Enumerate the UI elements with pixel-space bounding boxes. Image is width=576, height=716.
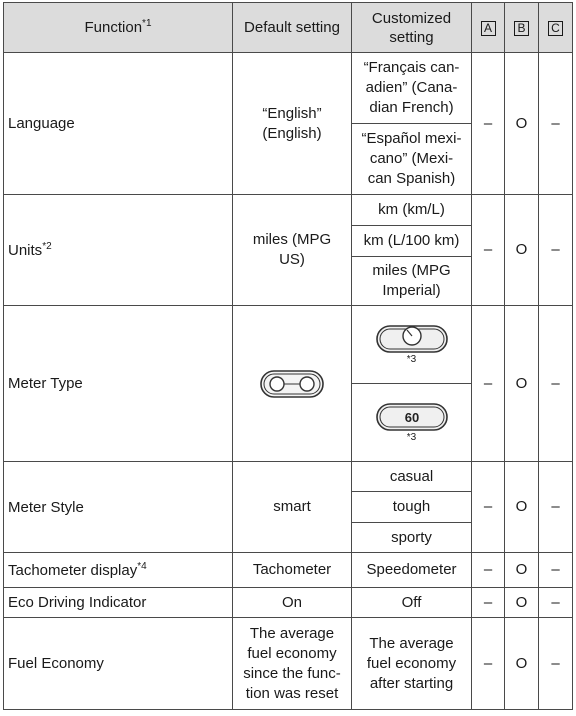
cell-b: O	[505, 53, 539, 195]
cell-c: –	[539, 462, 573, 553]
default-units: miles (MPG US)	[233, 195, 352, 306]
cell-c: –	[539, 53, 573, 195]
cell-c: –	[539, 195, 573, 306]
function-meter-type: Meter Type	[4, 306, 233, 462]
cell-a: –	[472, 306, 505, 462]
row-units	[4, 195, 573, 226]
digital-meter-value: 60	[404, 409, 419, 425]
cell-c: –	[539, 618, 573, 710]
digital-meter-icon	[375, 402, 449, 432]
cell-b: O	[505, 553, 539, 588]
settings-table	[3, 2, 573, 710]
option-french: “Français can- adien” (Cana- dian French)	[352, 53, 472, 124]
default-meter-style: smart	[233, 462, 352, 553]
cell-c: –	[539, 553, 573, 588]
row-tachometer	[4, 553, 573, 588]
option-spanish: “Español mexi- cano” (Mexi- can Spanish)	[352, 124, 472, 195]
row-language	[4, 53, 573, 124]
header-default-setting: Default setting	[233, 3, 352, 53]
row-eco	[4, 588, 573, 618]
function-units: Units$^{*2}$	[4, 195, 233, 306]
option-km-l100: km (L/100 km)	[352, 226, 472, 257]
dual-dial-meter-icon	[259, 369, 325, 399]
cell-a: –	[472, 195, 505, 306]
default-tachometer: Tachometer	[233, 553, 352, 588]
cell-b: O	[505, 195, 539, 306]
cell-a: –	[472, 53, 505, 195]
option-casual: casual	[352, 462, 472, 492]
row-meter-style	[4, 462, 573, 492]
default-language: “English” (English)	[233, 53, 352, 195]
cell-a: –	[472, 462, 505, 553]
option-km-kml: km (km/L)	[352, 195, 472, 226]
single-dial-meter-icon	[375, 324, 449, 354]
cell-b: O	[505, 588, 539, 618]
header-function: Function$^{*1}$	[4, 3, 233, 53]
header-col-c: C	[539, 3, 573, 53]
default-eco: On	[233, 588, 352, 618]
cell-a: –	[472, 588, 505, 618]
tachometer-footnote: *4	[137, 560, 147, 572]
units-footnote: *2	[42, 240, 52, 252]
option-analog-meter	[352, 306, 472, 384]
row-fuel	[4, 618, 573, 710]
cell-c: –	[539, 588, 573, 618]
digital-meter-footnote: *3	[406, 431, 417, 443]
option-tough: tough	[352, 492, 472, 523]
option-speedometer: Speedometer	[352, 553, 472, 588]
function-tachometer: Tachometer display$^{*4}$	[4, 553, 233, 588]
option-fuel: The average fuel economy after starting	[352, 618, 472, 710]
cell-c: –	[539, 306, 573, 462]
header-customized-setting: Customized setting	[352, 3, 472, 53]
option-sporty: sporty	[352, 523, 472, 553]
header-col-a: A	[472, 3, 505, 53]
function-eco: Eco Driving Indicator	[4, 588, 233, 618]
header-row	[4, 3, 573, 53]
cell-a: –	[472, 553, 505, 588]
default-fuel: The average fuel economy since the func- tion was reset	[233, 618, 352, 710]
function-footnote: *1	[142, 18, 152, 29]
function-meter-style: Meter Style	[4, 462, 233, 553]
row-meter-type	[4, 306, 573, 384]
cell-b: O	[505, 618, 539, 710]
default-meter-type	[233, 306, 352, 462]
analog-meter-footnote: *3	[406, 353, 417, 365]
option-miles-imperial: miles (MPG Imperial)	[352, 257, 472, 306]
header-col-b: B	[505, 3, 539, 53]
function-fuel: Fuel Economy	[4, 618, 233, 710]
cell-b: O	[505, 306, 539, 462]
cell-a: –	[472, 618, 505, 710]
option-digital-meter	[352, 384, 472, 462]
option-eco-off: Off	[352, 588, 472, 618]
function-language: Language	[4, 53, 233, 195]
cell-b: O	[505, 462, 539, 553]
